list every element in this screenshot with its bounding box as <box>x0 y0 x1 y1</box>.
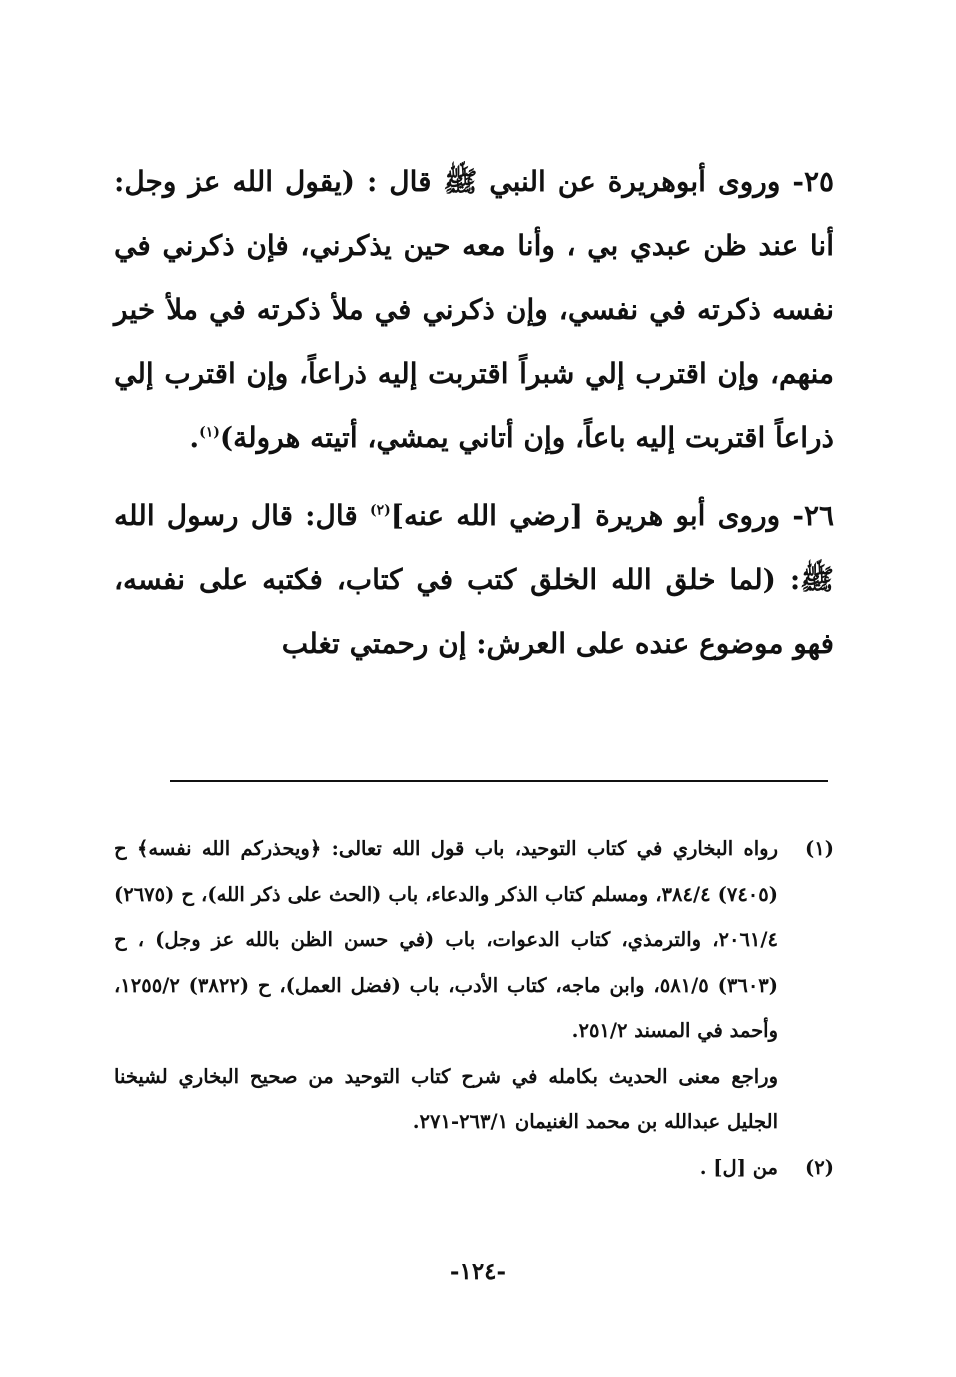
main-text <box>114 150 834 676</box>
footnote-2 <box>114 1145 834 1191</box>
footnote-ref: (٢) <box>369 502 391 519</box>
footnote-text: رواه البخاري في كتاب التوحيد، باب قول الله تعالى: ﴿ويحذركم الله نفسه﴾ ح (٧٤٠٥) ٣٨٤/٤، ومسلم كتاب الذكر والدعاء، باب (الحث على ذكر الله)، ح (٢٦٧٥) ٢٠٦١/٤، والترمذي، كتاب الدعوات، باب (في حسن الظن بالله عز وجل) ، ح (٣٦٠٣) ٥٨١/٥، وابن ماجه، كتاب الأدب، باب (فضل العمل)، ح (٣٨٢٢) ١٢٥٥/٢، وأحمد في المسند ٢٥١/٢. <box>114 837 779 1042</box>
hadith-text: وروى أبوهريرة عن النبي ﷺ قال : (يقول الله عز وجل: أنا عند ظن عبدي بي ، وأنا معه حين يذكرني، فإن ذكرني في نفسه ذكرته في نفسي، وإن ذكرني في ملأ ذكرته في ملأ خير منهم، وإن اقترب إلي شبراً اقتربت إليه ذراعاً، وإن اقترب إلي ذراعاً اقتربت إليه باعاً، وإن أتاني يمشي، أتيته هرولة) <box>114 165 834 454</box>
hadith-text-continued: قال: قال رسول الله ﷺ: (لما خلق الله الخلق كتب في كتاب، فكتبه على نفسه، فهو موضوع عنده على العرش: إن رحمتي تغلب <box>114 499 834 660</box>
footnote-ref: (١) <box>199 424 220 441</box>
footnote-1 <box>114 826 834 1054</box>
page-number: -١٢٤- <box>449 1258 507 1285</box>
hadith-25 <box>114 150 834 470</box>
hadith-end-punct: . <box>189 421 200 454</box>
footnote-1-note: وراجع معنى الحديث بكامله في شرح كتاب التوحيد من صحيح البخاري لشيخنا الجليل عبدالله بن محمد الغنيمان ٢٦٣/١-٢٧١. <box>114 1064 778 1133</box>
footnotes <box>114 826 834 1190</box>
footnote-marker: (٢) <box>805 1155 834 1179</box>
hadith-text: وروى أبو هريرة [رضي الله عنه] <box>390 499 781 532</box>
footnote-marker: (١) <box>805 837 834 860</box>
hadith-number: ٢٥- <box>792 165 835 198</box>
hadith-26 <box>114 484 834 676</box>
footnote-text: من [ل] . <box>699 1155 778 1179</box>
footnote-separator <box>170 780 828 782</box>
hadith-number: ٢٦- <box>792 499 835 532</box>
